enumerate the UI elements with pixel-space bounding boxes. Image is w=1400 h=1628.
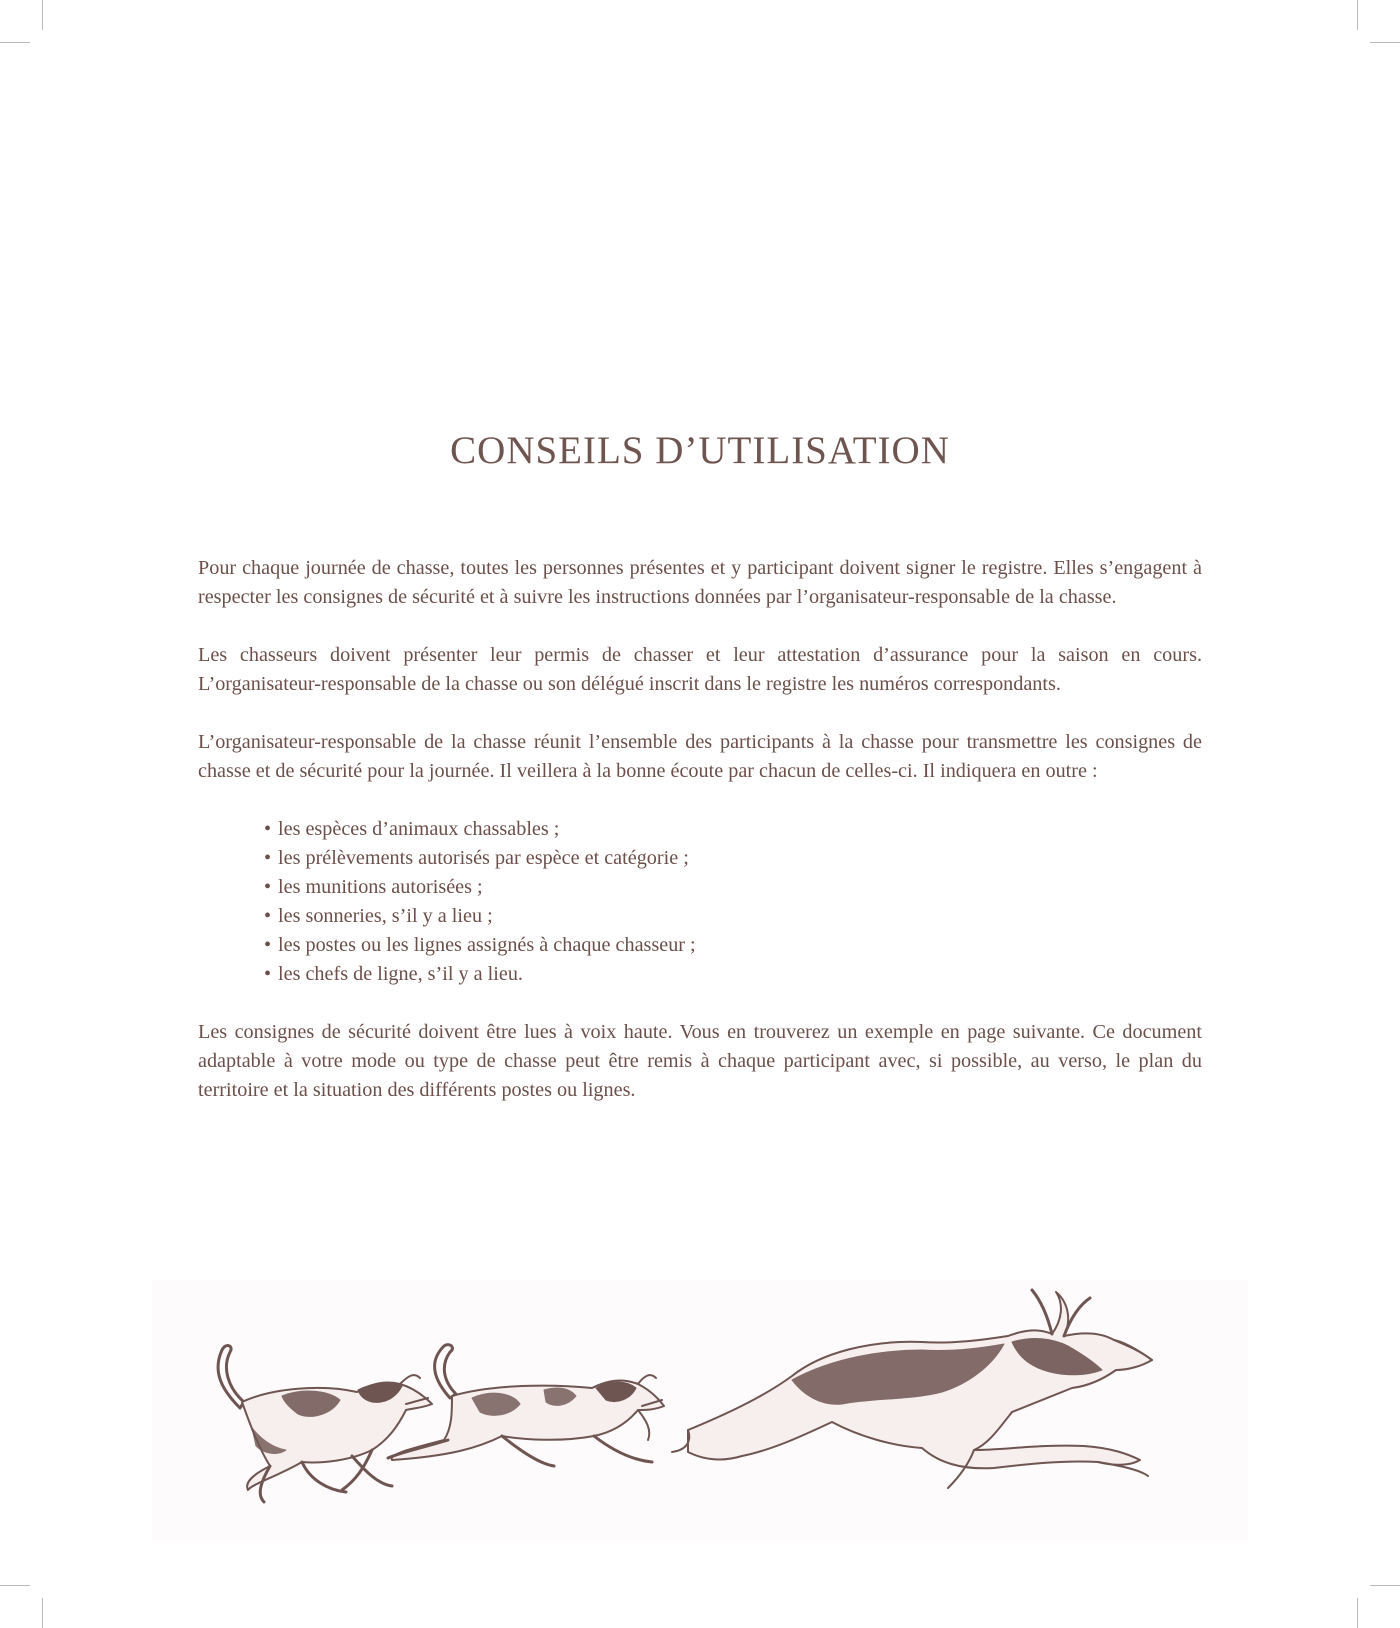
crop-mark-bottom-left-vertical: [42, 1598, 43, 1628]
hounds-and-antelope-drawing: [152, 1280, 1248, 1540]
crop-mark-top-right-vertical: [1357, 0, 1358, 30]
list-item-text: les sonneries, s’il y a lieu ;: [278, 905, 493, 927]
bullet-glyph: •: [264, 934, 272, 956]
list-item: [264, 844, 1202, 873]
crop-mark-top-left-vertical: [42, 0, 43, 30]
instructions-list: [198, 815, 1202, 989]
paragraph-registry: Pour chaque journée de chasse, toutes les personnes présentes et y participant doivent signer le registre. Elles s’engagent à respecter les consignes de sécurité et à suivre les instructions données par l’organisateur-responsable de la chasse.: [198, 557, 1202, 608]
bullet-glyph: •: [264, 905, 272, 927]
page-title: CONSEILS D’UTILISATION: [450, 429, 950, 472]
list-item: [264, 931, 1202, 960]
list-item: [264, 960, 1202, 989]
paragraph-briefing: L’organisateur-responsable de la chasse réunit l’ensemble des participants à la chasse pour transmettre les consignes de chasse et de sécurité pour la journée. Il veillera à la bonne écoute par chacun de celles-ci. Il indiquera en outre :: [198, 731, 1202, 782]
bullet-glyph: •: [264, 847, 272, 869]
antelope: [672, 1290, 1152, 1488]
paragraph-permits: Les chasseurs doivent présenter leur permis de chasser et leur attestation d’assurance pour la saison en cours. L’organisateur-responsable de la chasse ou son délégué inscrit dans le registre les numéros correspondants.: [198, 644, 1202, 695]
crop-mark-bottom-left-horizontal: [0, 1585, 30, 1586]
page-content: [198, 554, 1202, 1134]
hound-1: [218, 1346, 432, 1502]
list-item-text: les chefs de ligne, s’il y a lieu.: [278, 963, 523, 985]
list-item: [264, 873, 1202, 902]
bullet-glyph: •: [264, 876, 272, 898]
paragraph-safety: Les consignes de sécurité doivent être lues à voix haute. Vous en trouverez un exemple en page suivante. Ce document adaptable à votre mode ou type de chasse peut être remis à chaque participant avec, si possible, au verso, le plan du territoire et la situation des différents postes ou lignes.: [198, 1021, 1202, 1101]
list-item: [264, 815, 1202, 844]
crop-mark-top-right-horizontal: [1370, 42, 1400, 43]
list-item-text: les munitions autorisées ;: [278, 876, 483, 898]
list-item-text: les prélèvements autorisés par espèce et catégorie ;: [278, 847, 689, 869]
bullet-glyph: •: [264, 963, 272, 985]
crop-mark-top-left-horizontal: [0, 42, 30, 43]
hunt-illustration: [152, 1280, 1248, 1540]
list-item: [264, 902, 1202, 931]
crop-mark-bottom-right-horizontal: [1370, 1585, 1400, 1586]
bullet-glyph: •: [264, 818, 272, 840]
list-item-text: les postes ou les lignes assignés à chaque chasseur ;: [278, 934, 696, 956]
list-item-text: les espèces d’animaux chassables ;: [278, 818, 560, 840]
crop-mark-bottom-right-vertical: [1357, 1598, 1358, 1628]
